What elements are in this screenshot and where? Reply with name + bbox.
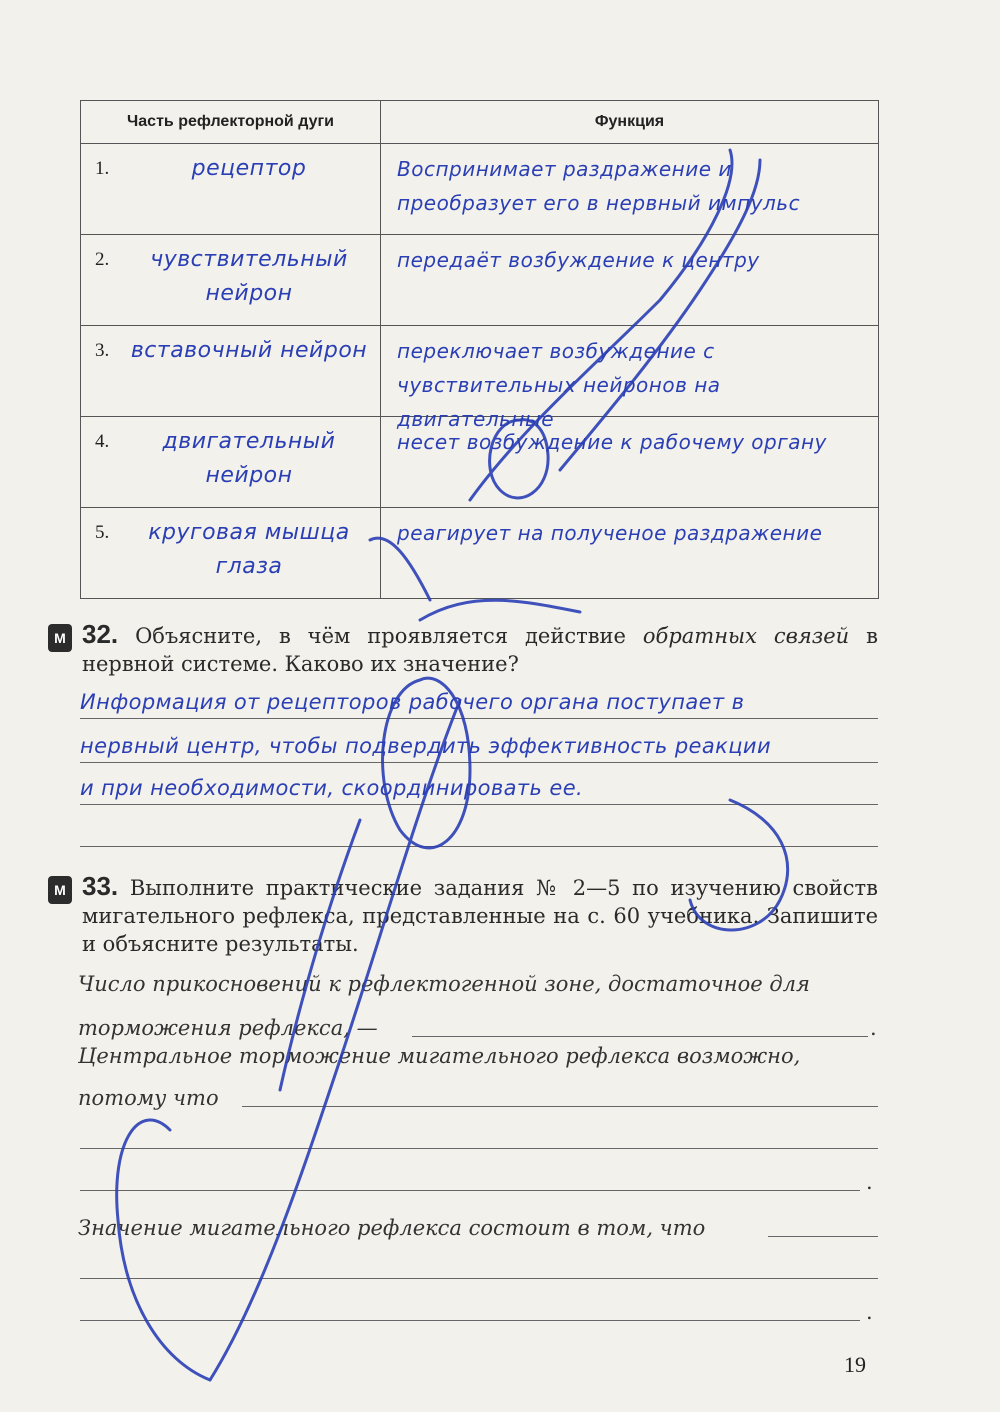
table-row	[81, 235, 879, 326]
fill-prompt-1a: Число прикосновений к рефлектогенной зоне, достаточное для	[78, 972, 810, 996]
row-number: 2.	[95, 249, 110, 270]
answer-rule	[80, 718, 878, 719]
handwritten-function: Воспринимает раздражение и преобразует его в нервный импульс	[397, 157, 801, 215]
table-cell-function	[381, 417, 879, 508]
scribble-stroke	[117, 1120, 210, 1380]
handwritten-function: передаёт возбуждение к центру	[397, 248, 760, 272]
handwritten-part: рецептор	[191, 156, 307, 181]
fill-period: .	[866, 1300, 873, 1324]
fill-period: .	[870, 1016, 877, 1040]
answer-rule	[80, 762, 878, 763]
header-function: Функция	[381, 101, 879, 144]
handwritten-function: переключает возбуждение с чувствительных нейронов на двигательные	[397, 339, 721, 431]
task-32-text-end: в нервной системе. Каково их значение?	[82, 624, 878, 676]
table-row	[81, 144, 879, 235]
handwritten-answer-line: Информация от рецепторов рабочего органа поступает в	[80, 690, 745, 714]
method-badge-icon: М	[48, 624, 72, 652]
table-row	[81, 417, 879, 508]
table-cell-part	[81, 144, 381, 235]
answer-rule	[80, 846, 878, 847]
task-33-text-body: Выполните практические задания № 2—5 по изучению свойств мигательного рефлекса, представленные на с. 60 учебника. Запишите и объясните результаты.	[82, 876, 878, 956]
handwritten-function: реагирует на полученое раздражение	[397, 521, 823, 545]
task-number: 33.	[82, 871, 119, 901]
task-33-text	[82, 872, 878, 958]
table-cell-function	[381, 508, 879, 599]
table-cell-part	[81, 326, 381, 417]
table-cell-part	[81, 508, 381, 599]
fill-line	[80, 1148, 878, 1149]
fill-line	[412, 1036, 868, 1037]
fill-prompt-1b: торможения рефлекса, —	[78, 1016, 378, 1040]
table-cell-part	[81, 417, 381, 508]
answer-rule	[80, 804, 878, 805]
method-badge-icon: М	[48, 876, 72, 904]
table-header-row	[81, 101, 879, 144]
handwritten-part: двигательный нейрон	[162, 429, 336, 488]
fill-period: .	[866, 1170, 873, 1194]
handwritten-part: чувствительный нейрон	[150, 247, 348, 306]
task-32-text-italic: обратных связей	[642, 624, 850, 648]
handwritten-part: вставочный нейрон	[130, 338, 368, 363]
fill-line	[80, 1190, 860, 1191]
row-number: 1.	[95, 158, 110, 179]
fill-line	[80, 1278, 878, 1279]
header-part: Часть рефлекторной дуги	[81, 101, 381, 144]
task-32-text	[82, 620, 878, 678]
fill-line	[242, 1106, 878, 1107]
row-number: 5.	[95, 522, 110, 543]
table-cell-function	[381, 144, 879, 235]
page-number: 19	[844, 1352, 866, 1377]
table-cell-function	[381, 326, 879, 431]
handwritten-function: несет возбуждение к рабочему органу	[397, 430, 827, 454]
table-cell-part	[81, 235, 381, 326]
fill-prompt-2b: потому что	[78, 1086, 219, 1110]
reflex-arc-table	[80, 100, 879, 599]
table-row	[81, 508, 879, 599]
fill-line	[80, 1320, 860, 1321]
handwritten-part: круговая мышца глаза	[148, 520, 350, 579]
row-number: 4.	[95, 431, 110, 452]
table-cell-function	[381, 235, 879, 326]
fill-prompt-2a: Центральное торможение мигательного рефлекса возможно,	[78, 1044, 801, 1068]
table-row	[81, 326, 879, 417]
task-32-text-start: Объясните, в чём проявляется действие	[135, 624, 626, 648]
handwritten-answer-line: нервный центр, чтобы подвердить эффективность реакции	[80, 734, 772, 758]
fill-line	[768, 1236, 878, 1237]
fill-prompt-3: Значение мигательного рефлекса состоит в том, что	[78, 1216, 706, 1240]
task-32	[48, 620, 878, 680]
handwritten-answer-line: и при необходимости, скоординировать ее.	[80, 776, 584, 800]
row-number: 3.	[95, 340, 110, 361]
task-33	[48, 872, 878, 962]
task-number: 32.	[82, 619, 119, 649]
